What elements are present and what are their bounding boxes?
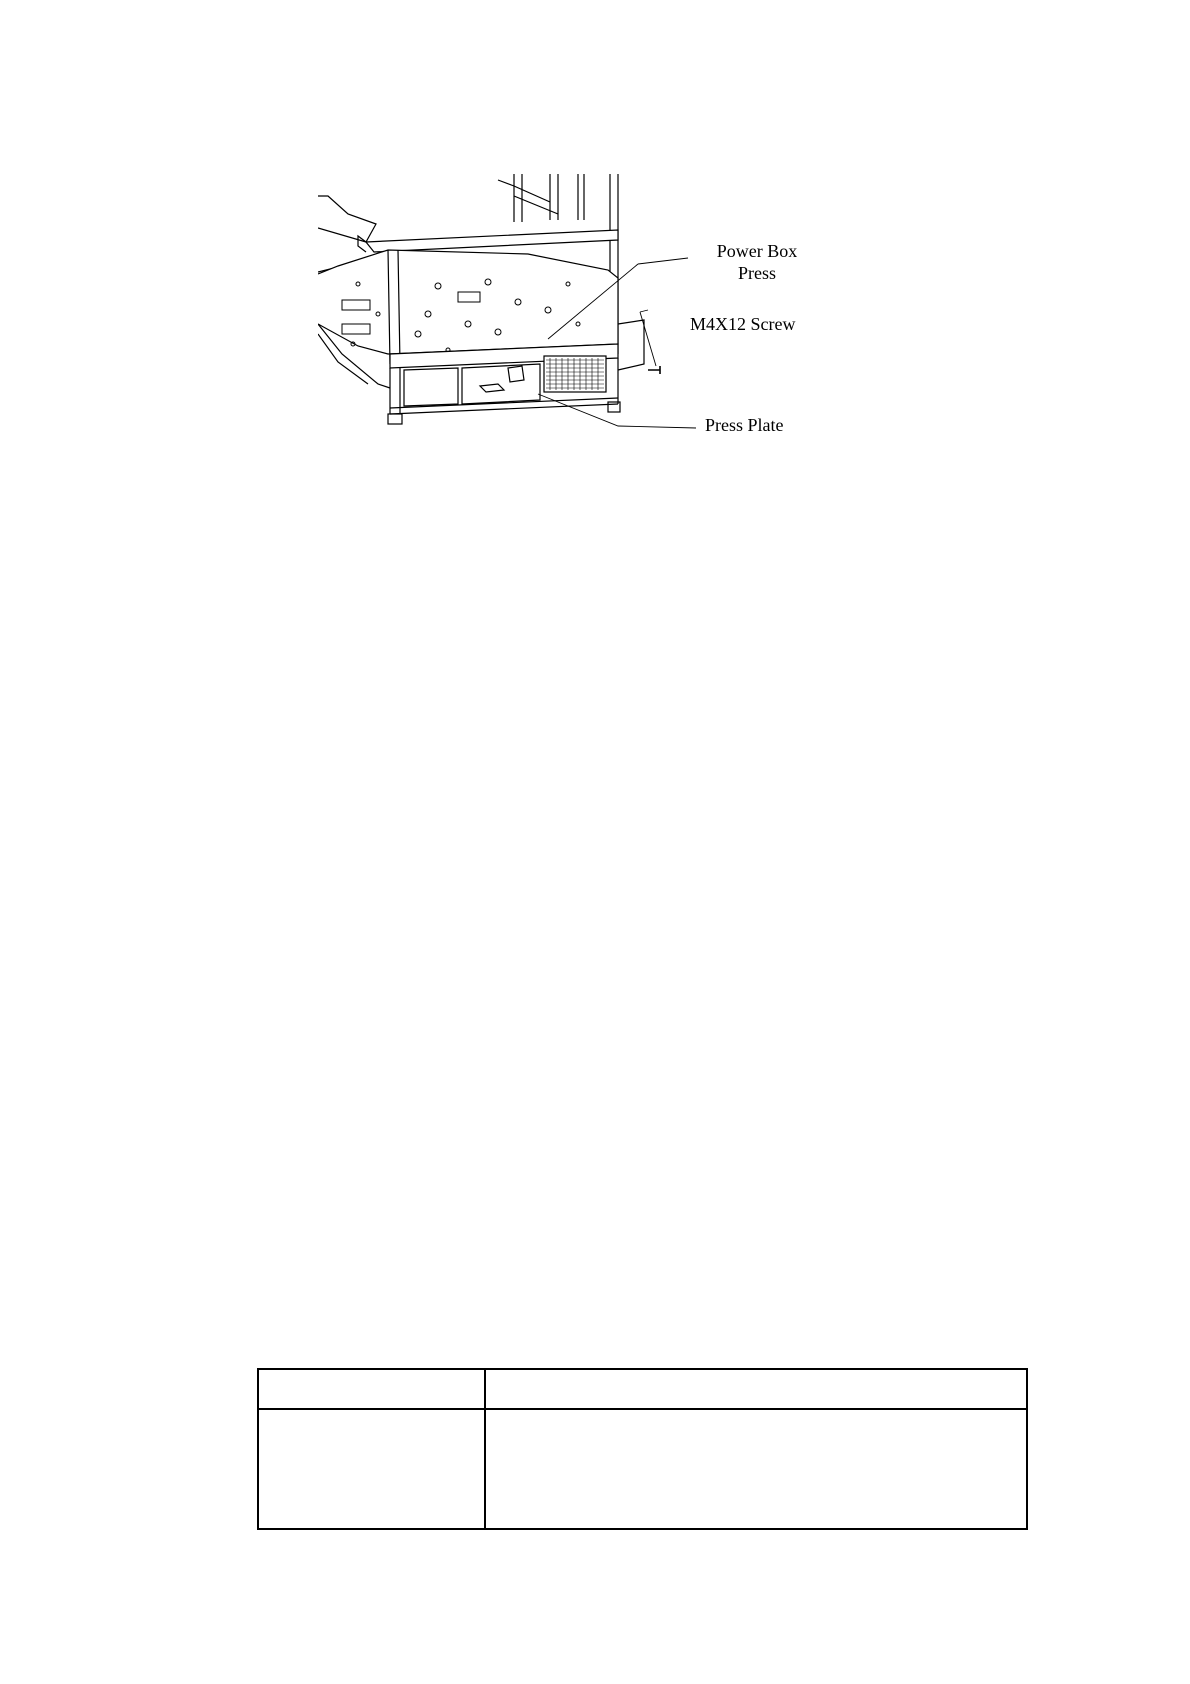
table-header-cell: [258, 1369, 485, 1409]
callout-power-box-press: [712, 240, 802, 284]
table-header-row: [258, 1369, 1027, 1409]
callout-power-box-line1: Power Box: [716, 241, 798, 261]
blank-table: [257, 1368, 1028, 1530]
table-row: [258, 1409, 1027, 1529]
callout-screw: M4X12 Screw: [690, 314, 796, 334]
table-cell: [258, 1409, 485, 1529]
table-header-cell: [485, 1369, 1027, 1409]
callout-power-box-line2: Press: [737, 263, 776, 283]
table-cell: [485, 1409, 1027, 1529]
callout-press-plate: Press Plate: [705, 415, 784, 435]
